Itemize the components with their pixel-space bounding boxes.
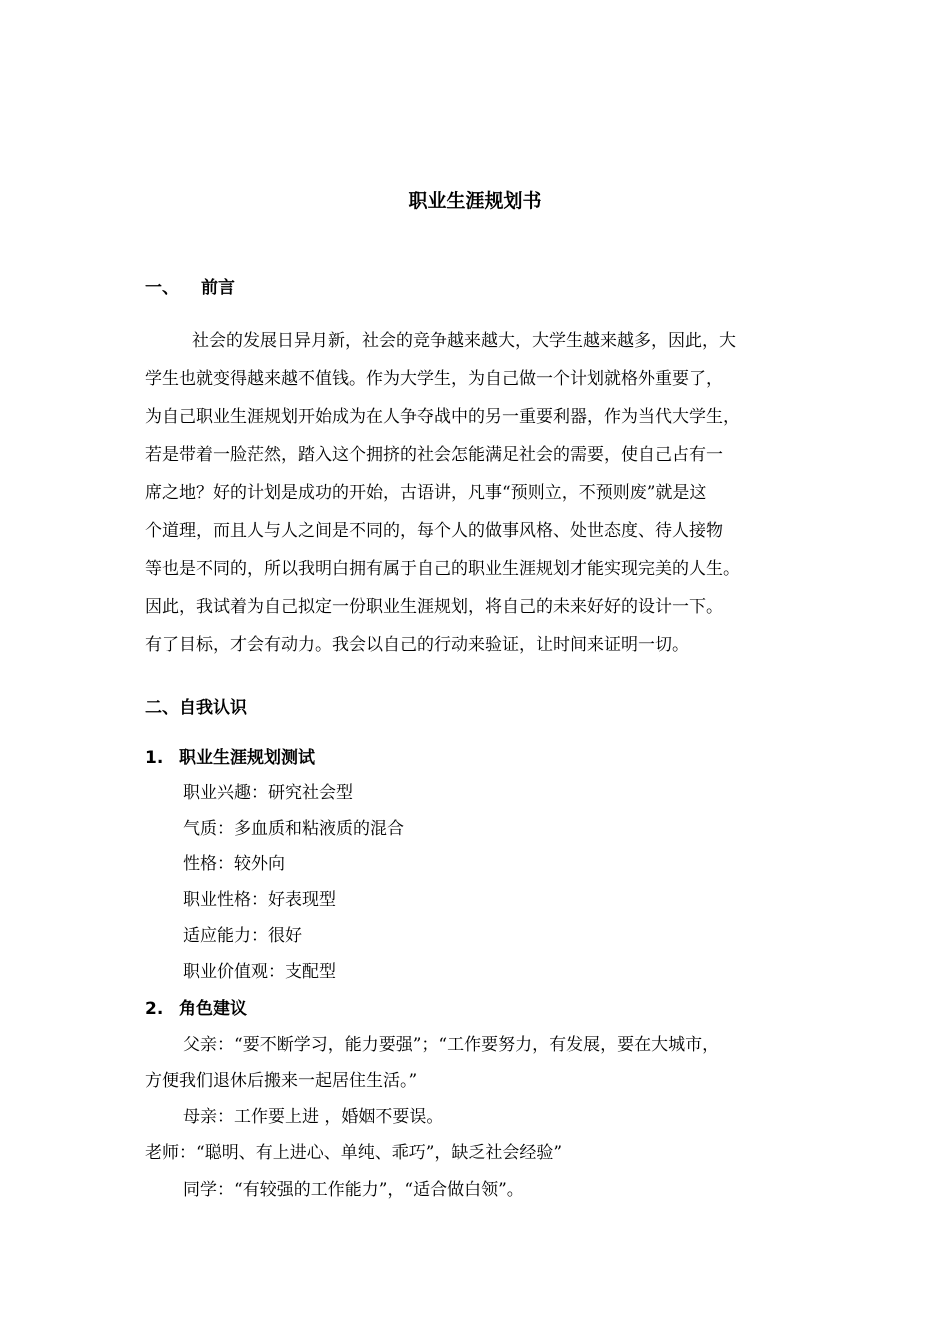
subsection-heading-career-test [145,745,315,771]
test-item-interest: 职业兴趣：研究社会型 [183,783,353,803]
advice-father-line-continued: 方便我们退休后搬来一起居住生活。” [145,1071,418,1091]
subsection-heading-role-advice [145,996,247,1022]
section-label: 前言 [201,278,235,298]
section-heading-preface [145,275,235,301]
paragraph-line: 社会的发展日异月新，社会的竞争越来越大，大学生越来越多，因此，大 [192,331,736,351]
paragraph-line: 个道理，而且人与人之间是不同的，每个人的做事风格、处世态度、待人接物 [145,521,723,541]
section-heading-self-knowledge: 二、自我认识 [145,698,247,718]
test-item-adaptability: 适应能力：很好 [183,926,302,946]
paragraph-line: 学生也就变得越来越不值钱。作为大学生，为自己做一个计划就格外重要了， [145,369,723,389]
advice-classmate: 同学：“有较强的工作能力”，“适合做白领”。 [183,1180,524,1200]
section-number: 一、 [145,278,179,298]
test-item-personality: 性格：较外向 [183,854,285,874]
subsection-number: 2. [145,999,164,1019]
test-item-temperament: 气质：多血质和粘液质的混合 [183,819,404,839]
advice-father-line: 父亲：“要不断学习，能力要强”；“工作要努力，有发展，要在大城市， [183,1035,720,1055]
advice-mother: 母亲：工作要上进 ，婚姻不要误。 [183,1107,444,1127]
document-title: 职业生涯规划书 [408,190,542,212]
paragraph-line: 等也是不同的，所以我明白拥有属于自己的职业生涯规划才能实现完美的人生。 [145,559,740,579]
subsection-label: 职业生涯规划测试 [179,748,315,768]
subsection-number: 1. [145,748,164,768]
test-item-career-personality: 职业性格：好表现型 [183,890,336,910]
paragraph-line: 为自己职业生涯规划开始成为在人争夺战中的另一重要利器，作为当代大学生， [145,407,740,427]
preface-paragraph [145,322,815,664]
subsection-label: 角色建议 [179,999,247,1019]
paragraph-line: 若是带着一脸茫然，踏入这个拥挤的社会怎能满足社会的需要，使自己占有一 [145,445,723,465]
advice-teacher: 老师：“聪明、有上进心、单纯、乖巧”，缺乏社会经验” [145,1143,563,1163]
test-item-career-values: 职业价值观：支配型 [183,962,336,982]
paragraph-line: 有了目标，才会有动力。我会以自己的行动来验证，让时间来证明一切。 [145,635,689,655]
paragraph-line: 席之地？好的计划是成功的开始，古语讲，凡事“预则立，不预则废”就是这 [145,483,707,503]
paragraph-line: 因此，我试着为自己拟定一份职业生涯规划，将自己的未来好好的设计一下。 [145,597,723,617]
